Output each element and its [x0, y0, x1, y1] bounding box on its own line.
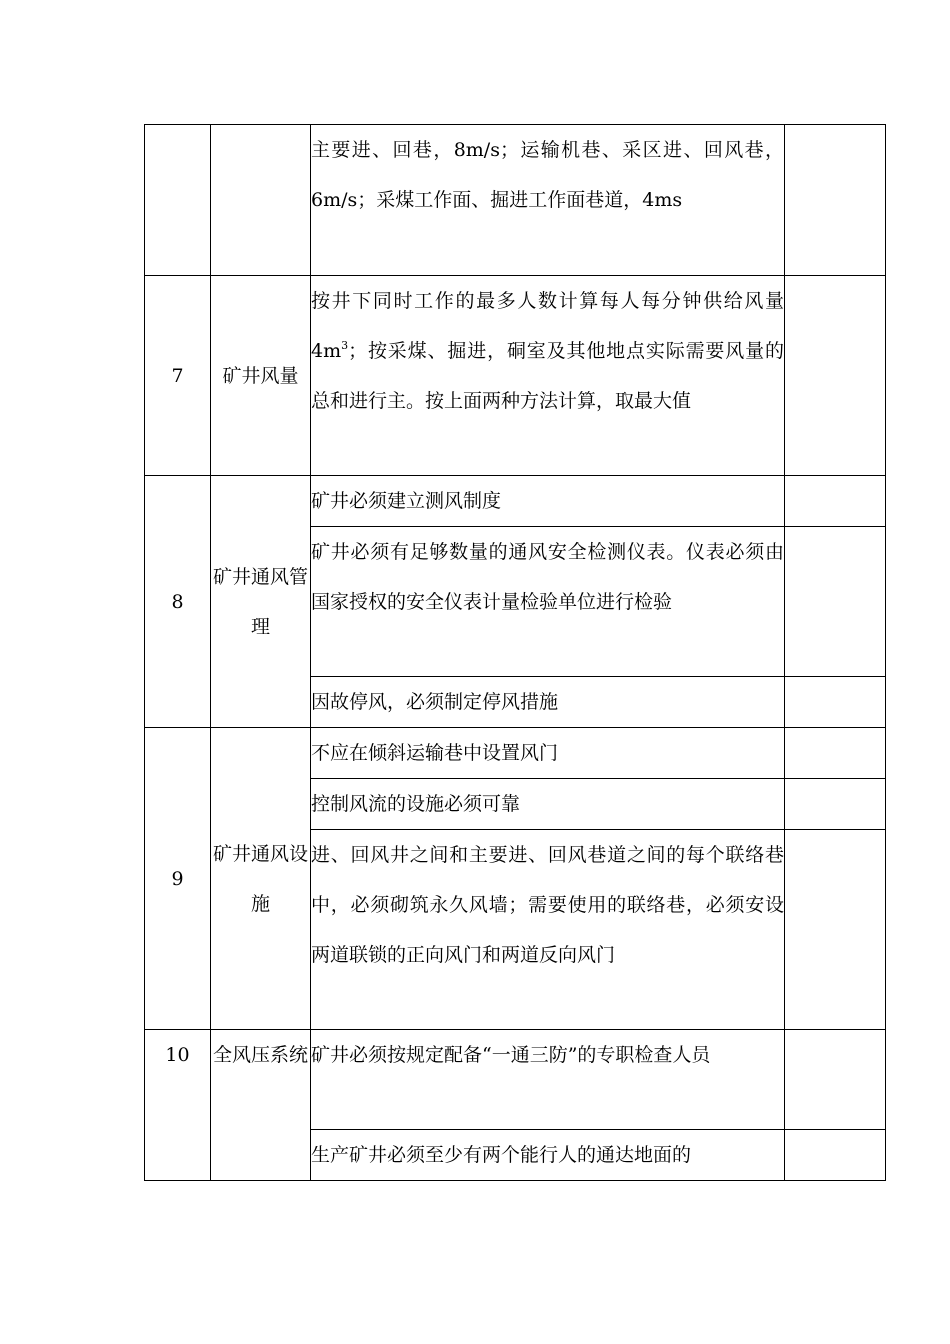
requirement-text: 生产矿井必须至少有两个能行人的通达地面的 [311, 1130, 785, 1181]
row-category: 全风压系统 [211, 1030, 311, 1181]
requirement-text: 矿井必须有足够数量的通风安全检测仪表。仪表必须由国家授权的安全仪表计量检验单位进行检验 [311, 527, 785, 677]
row-category [211, 125, 311, 276]
requirement-text: 因故停风，必须制定停风措施 [311, 677, 785, 728]
table-row [145, 276, 886, 476]
remarks-cell [785, 125, 886, 276]
row-number [145, 125, 211, 276]
requirement-text: 进、回风井之间和主要进、回风巷道之间的每个联络巷中，必须砌筑永久风墙；需要使用的联络巷，必须安设两道联锁的正向风门和两道反向风门 [311, 830, 785, 1030]
remarks-cell [785, 527, 886, 677]
requirement-text: 控制风流的设施必须可靠 [311, 779, 785, 830]
table-row [145, 476, 886, 527]
table-row [145, 728, 886, 779]
table-row [145, 125, 886, 276]
row-category: 矿井通风设施 [211, 728, 311, 1030]
remarks-cell [785, 1130, 886, 1181]
inspection-table [144, 124, 886, 1181]
row-number: 9 [145, 728, 211, 1030]
requirement-text: 矿井必须按规定配备“一通三防”的专职检查人员 [311, 1030, 785, 1130]
row-number: 8 [145, 476, 211, 728]
requirement-text: 矿井必须建立测风制度 [311, 476, 785, 527]
requirement-text: 主要进、回巷，8m/s；运输机巷、采区进、回风巷，6m/s；采煤工作面、掘进工作面巷道，4ms [311, 125, 785, 276]
row-number: 10 [145, 1030, 211, 1181]
remarks-cell [785, 728, 886, 779]
table-row [145, 1030, 886, 1130]
row-number: 7 [145, 276, 211, 476]
requirement-text-part: 按井下同时工作的最多人数计算每人每分钟供给风量4m [311, 290, 784, 362]
requirement-text: 不应在倾斜运输巷中设置风门 [311, 728, 785, 779]
remarks-cell [785, 830, 886, 1030]
remarks-cell [785, 677, 886, 728]
remarks-cell [785, 276, 886, 476]
requirement-text-part: ；按采煤、掘进，硐室及其他地点实际需要风量的总和进行主。按上面两种方法计算，取最大值 [311, 340, 784, 412]
superscript: 3 [341, 339, 349, 352]
requirement-text [311, 276, 785, 476]
remarks-cell [785, 476, 886, 527]
row-category: 矿井风量 [211, 276, 311, 476]
row-category: 矿井通风管理 [211, 476, 311, 728]
remarks-cell [785, 779, 886, 830]
remarks-cell [785, 1030, 886, 1130]
